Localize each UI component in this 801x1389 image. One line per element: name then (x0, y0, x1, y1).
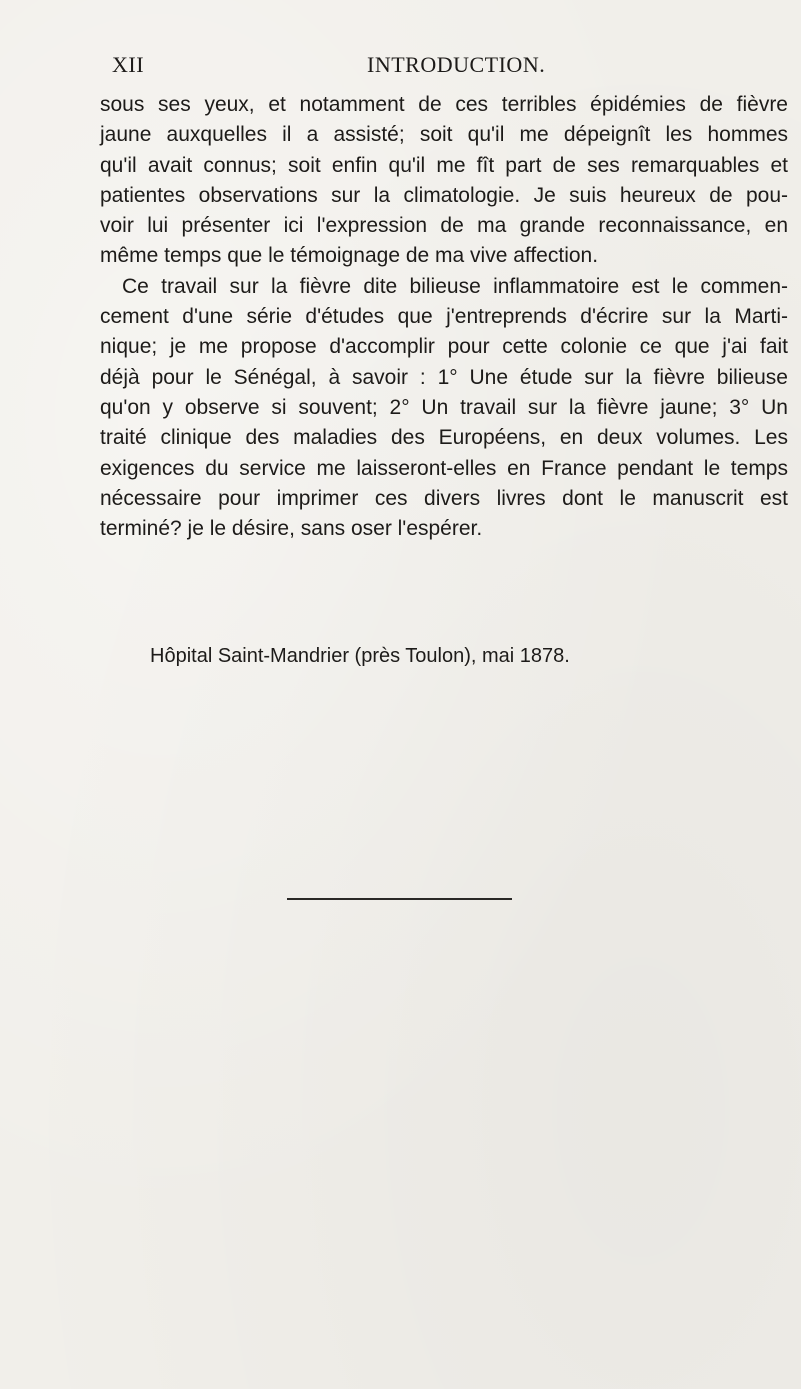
page-header (100, 52, 700, 82)
signature-dateline: Hôpital Saint-Mandrier (près Toulon), mai 1878. (150, 645, 570, 667)
text-line: terminé? je le désire, sans oser l'espérer. (100, 517, 483, 541)
text-line: déjà pour le Sénégal, à savoir : 1° Une étude sur la fièvre bilieuse (100, 365, 788, 389)
text-line: cement d'une série d'études que j'entreprends d'écrire sur la Marti- (100, 305, 788, 329)
text-line: nique; je me propose d'accomplir pour cette colonie ce que j'ai fait (100, 335, 788, 359)
text-line: Ce travail sur la fièvre dite bilieuse inflammatoire est le commen- (122, 274, 788, 298)
text-line: qu'il avait connus; soit enfin qu'il me fît part de ses remarquables et (100, 153, 788, 177)
running-title: INTRODUCTION. (367, 52, 546, 77)
text-line: voir lui présenter ici l'expression de ma grande reconnaissance, en (100, 214, 788, 238)
text-line: exigences du service me laisseront-elles en France pendant le temps (100, 456, 788, 480)
text-line: nécessaire pour imprimer ces divers livres dont le manuscrit est (100, 486, 788, 510)
text-line: même temps que le témoignage de ma vive affection. (100, 244, 599, 268)
body-text (100, 90, 788, 544)
page-number: XII (112, 52, 145, 77)
text-line: patientes observations sur la climatologie. Je suis heureux de pou- (100, 183, 788, 207)
horizontal-rule (287, 898, 512, 900)
text-line: qu'on y observe si souvent; 2° Un travail sur la fièvre jaune; 3° Un (100, 395, 788, 419)
text-line: sous ses yeux, et notamment de ces terribles épidémies de fièvre (100, 93, 788, 116)
text-line: jaune auxquelles il a assisté; soit qu'il me dépeignît les hommes (100, 123, 788, 147)
text-line: traité clinique des maladies des Européens, en deux volumes. Les (100, 426, 788, 450)
